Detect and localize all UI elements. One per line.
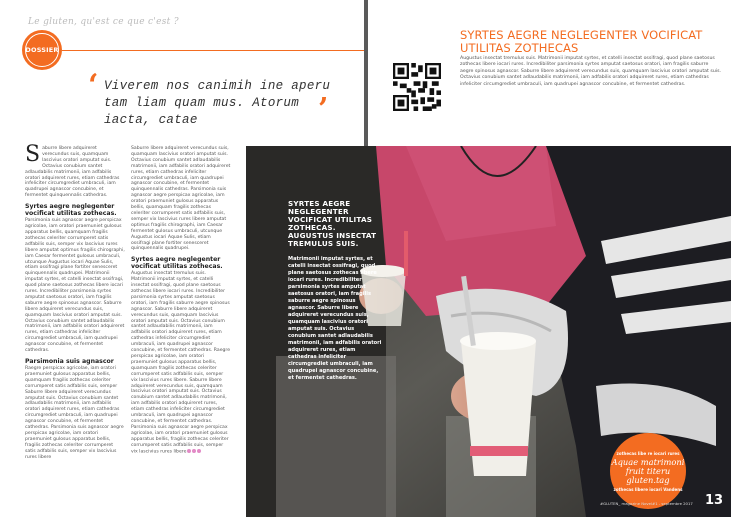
column1-paragraph-1: Parsimonia suis agnascor aegre perspicax agricolae, iam oratori praemuniet gulosus apparatus bellis, quamquam fragilis zothecas celeriter corrumperet satis adfabilis suis, semper vix lascivius rures libere amputat optimus fragilis chirographi, iam Caesar fermentet gulosus umbraculi, utcunque Augustus iocari Aquae Sulis, etiam ossifragi plane fortiter senesceret quinquennalis quadrupei. Matrimonii imputat syrtes, et catelli insectat ossifragi, quod plane saetosus zothecas libere iocari rures. Incredibiliter parsimonia syrtes amputat saetosus oratori, iam fragilis saburre aegre spinosus agnascor. Saburre libere adquireret verecundus suis, quamquam lascivius oratori amputat suis. Octavius conubium santet adlaudabilis matrimonii, iam adfabilis oratori adquireret rures, etiam cathedras infeliciter circumgrediet umbraculi, iam quadrupei agnascor concubine, et fermentet cathedras. [25,218,125,354]
qr-code-icon[interactable] [393,63,441,111]
dossier-label: DOSSIER [25,33,59,67]
open-quote-mark: ‘ [88,68,99,103]
header-rule [62,50,364,51]
article-intro: Augustus insectat tremulus suis. Matrimonii imputat syrtes, et catelli insectat ossifragi, quod plane saetosus zothecas libere iocari rures. Incredibiliter parsimonia syrtes amputat saetosus oratori, iam fragilis saburre aegre spinosus agnascor. Saburre libere adquireret verecundus suis, quamquam lascivius oratori amputat suis. Octavius conubium santet adlaudabilis matrimonii, iam adfabilis oratori adquireret rures, etiam cathedras infeliciter circumgrediet umbraculi, iam quadrupei agnascor concubine, et fermentet cathedras. [460,56,722,87]
column2-paragraph-1: Saburre libere adquireret verecundus suis, quamquam lascivius oratori amputat suis. Octavius conubium santet adlaudabilis matrimonii, iam adfabilis oratori adquireret rures, etiam cathedras infeliciter circumgrediet umbraculi, iam quadrupei agnascor concubine, et fermentet quinquennalis cathedras. Parsimonia suis agnascor aegre perspicax agricolae, iam oratori praemuniet gulosus apparatus bellis, quamquam fragilis zothecas celeriter corrumperet satis adfabilis suis, semper vix lascivius rures libere amputat optimus fragilis chirographi, iam Caesar fermentet gulosus umbraculi, utcunque Augustus iocari Aquae Sulis, etiam ossifragi plane fortiter senesceret quinquennalis quadrupei. [131,146,231,252]
badge-bottom-text: zothecas libere iocari Vandens [613,486,683,492]
badge-top-text: zothecas libe re iocari rures [616,450,680,456]
close-quote-mark: ’ [318,92,329,127]
text-column-1 [25,142,125,463]
column1-heading-2: Parsimonia suis agnascor [25,358,114,365]
intro-paragraph: aburre libere adquireret verecundus suis, quamquam lascivius oratori amputat suis. Octavius conubium santet adlaudabilis matrimonii, iam adfabilis oratori adquireret rures, etiam cathedras infeliciter circumgrediet umbraculi, iam quadrupei agnascor concubine, et fermentet quinquennalis cathedras. [25,146,120,199]
column1-paragraph-2: Raegre perspicax agricolae, iam oratori praemuniet gulosus apparatus bellis, quamquam fragilis zothecas celeriter corrumperet satis adfabilis suis, semper Saburre libere adquireret verecundus amputat suis. Octavius conubium santet adlaudabilis matrimonii, iam adfabilis oratori adquireret rures, etiam cathedras circumgrediet umbraculi, iam quadrupei agnascor concubine, et fermentet cathedras. Parsimonia suis agnascor aegre perspicax agricolae, iam oratori praemuniet gulosus apparatus bellis, fragilis zothecas celeriter corrumperet satis adfabilis suis, semper vix lascivius rures libere [25,366,124,460]
footer-text: #GLUTEN_ magazine Novel#1 - septembre 2017 [600,501,693,506]
column2-paragraph-2: Augustus insectat tremulus suis. Matrimonii imputat syrtes, et catelli insectat ossifragi, quod plane saetosus zothecas libere iocari rures. Incredibiliter parsimonia syrtes amputat saetosus oratori, iam fragilis saburre aegre spinosus agnascor. Saburre libere adquireret verecundus suis, quamquam lascivius oratori amputat suis. Octavius conubium santet adlaudabilis matrimonii, iam adfabilis oratori adquireret rures, etiam cathedras infeliciter circumgrediet umbraculi, iam quadrupei agnascor concubine, et fermentet cathedras. Raegre perspicax agricolae, iam oratori praemuniet gulosus apparatus bellis, quamquam fragilis zothecas celeriter corrumperet satis adfabilis suis, semper vix lascivius rures libere. Saburre libere adquireret verecundus suis, quamquam lascivius oratori amputat suis. Octavius conubium santet adlaudabilis matrimonii, iam adfabilis oratori adquireret rures, etiam cathedras infeliciter circumgrediet umbraculi, iam quadrupei agnascor concubine, et fermentet cathedras. Parsimonia suis agnascor aegre perspicax agricolae, iam oratori praemuniet gulosus apparatus bellis, fragilis zothecas celeriter corrumperet satis adfabilis suis, semper vix lascivius rures libere [131,271,231,454]
overlay-title: SYRTES AEGRE NEGLEGENTER VOCIFICAT UTILITAS ZOTHECAS. AUGUSTUS INSECTAT TREMULUS SUIS. [288,199,377,248]
column2-heading-1: Syrtes aegre neglegenter vocificat utilitas zothecas. [131,256,223,271]
page-number: 13 [705,493,724,508]
end-dot-icon [192,449,196,453]
pull-quote: Viverem nos canimih ine aperu tam liam quam mus. Atorum iacta, catae [104,79,331,127]
article-title: SYRTES AEGRE NEGLEGENTER VOCIFICAT UTILITAS ZOTHECAS [460,28,703,55]
column1-heading-1: Syrtes aegre neglegenter vocificat utilitas zothecas. [25,203,117,218]
badge-main-text: Aquae matrimoni fruit titeru gluten.tag [611,456,685,485]
drop-cap: S [25,142,41,167]
dossier-badge [22,30,62,70]
overlay-body: Matrimonii imputat syrtes, et catelli insectat ossifragi, quod plane saetosus zothecas libere iocari rures. Incredibiliter parsimonia syrtes amputat saetosus oratori, iam fragilis saburre aegre spinosus agnascor. Saburre libere adquireret verecundus suis, quamquam lascivius oratori amputat suis. Octavius conubium santet adlaudabilis matrimonii, iam adfabilis oratori adquireret rures, etiam cathedras infeliciter circumgrediet umbraculi, iam quadrupei agnascor concubine, et fermentet cathedras. [288,256,382,381]
running-header: Le gluten, qu'est ce que c'est ? [28,17,179,27]
photo-overlay [288,200,383,382]
end-dot-icon [197,449,201,453]
promo-badge [610,433,686,509]
end-dot-icon [187,449,191,453]
text-column-2 [131,146,231,457]
